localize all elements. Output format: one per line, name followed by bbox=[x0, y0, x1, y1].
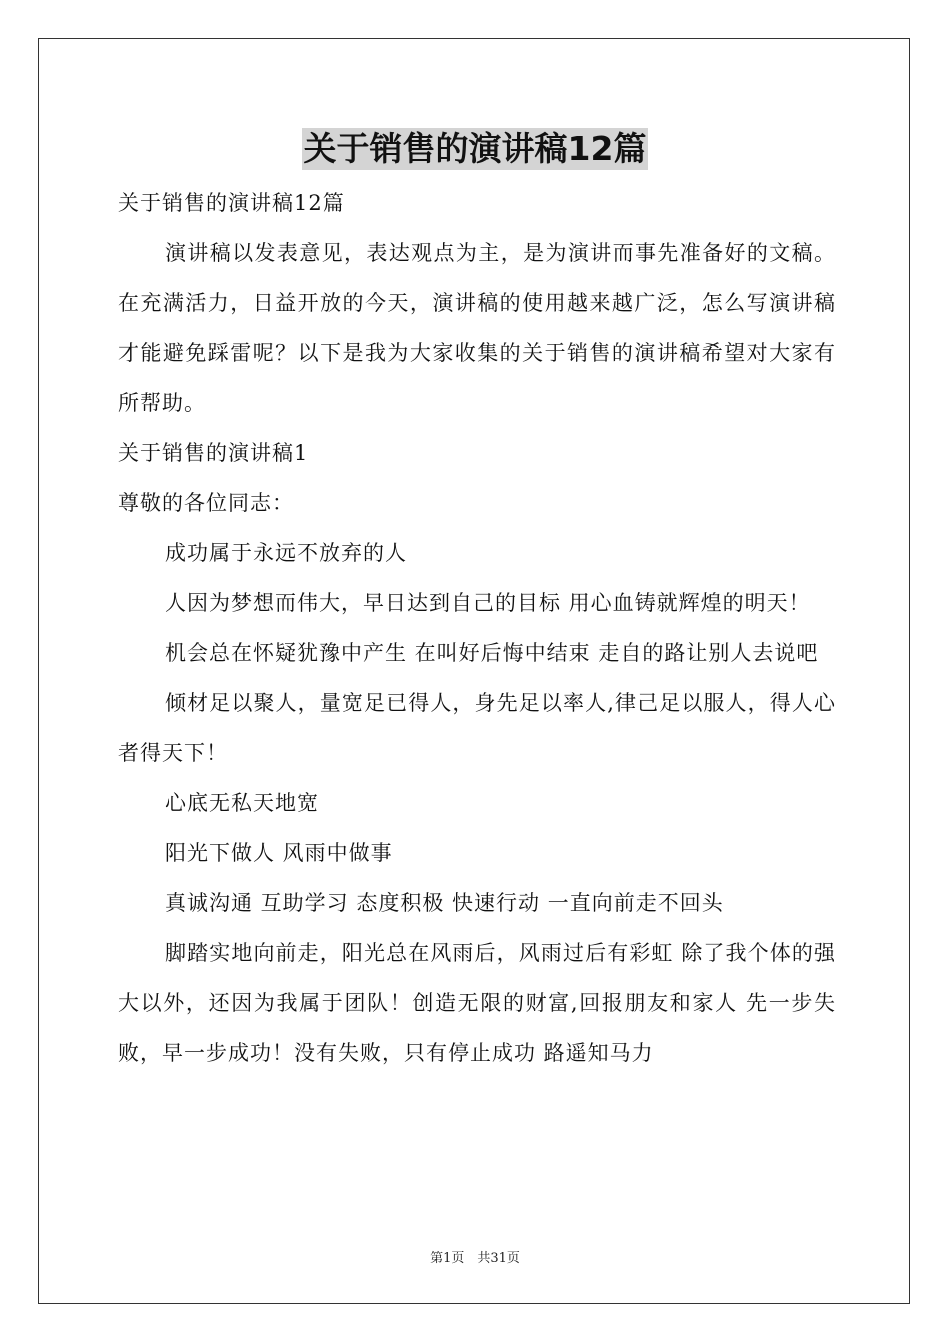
page-number: 第1页 共31页 bbox=[430, 1251, 520, 1266]
subtitle: 关于销售的演讲稿12篇 bbox=[118, 191, 345, 215]
body-paragraph: 倾材足以聚人，量宽足已得人，身先足以率人,律己足以服人，得人心者得天下！ bbox=[118, 691, 836, 765]
greeting: 尊敬的各位同志： bbox=[118, 491, 294, 515]
body-paragraph: 心底无私天地宽 bbox=[165, 791, 319, 815]
section-heading: 关于销售的演讲稿1 bbox=[118, 441, 309, 465]
body-paragraph: 成功属于永远不放弃的人 bbox=[165, 541, 407, 565]
body-paragraph: 机会总在怀疑犹豫中产生 在叫好后悔中结束 走自的路让别人去说吧 bbox=[165, 641, 819, 665]
page-footer bbox=[0, 1247, 950, 1266]
title-container bbox=[0, 128, 950, 170]
document-title: 关于销售的演讲稿12篇 bbox=[303, 129, 647, 168]
body-paragraph: 阳光下做人 风雨中做事 bbox=[165, 841, 393, 865]
body-paragraph: 人因为梦想而伟大，早日达到自己的目标 用心血铸就辉煌的明天！ bbox=[165, 591, 811, 615]
body-paragraph: 脚踏实地向前走，阳光总在风雨后，风雨过后有彩虹 除了我个体的强大以外，还因为我属于团队！创造无限的财富,回报朋友和家人 先一步失败，早一步成功！没有失败，只有停止成功 路遥知马力 bbox=[118, 941, 836, 1065]
document-body bbox=[118, 178, 836, 1078]
body-paragraph: 真诚沟通 互助学习 态度积极 快速行动 一直向前走不回头 bbox=[165, 891, 724, 915]
intro-paragraph: 演讲稿以发表意见，表达观点为主，是为演讲而事先准备好的文稿。在充满活力，日益开放的今天，演讲稿的使用越来越广泛，怎么写演讲稿才能避免踩雷呢？以下是我为大家收集的关于销售的演讲稿希望对大家有所帮助。 bbox=[118, 241, 836, 415]
